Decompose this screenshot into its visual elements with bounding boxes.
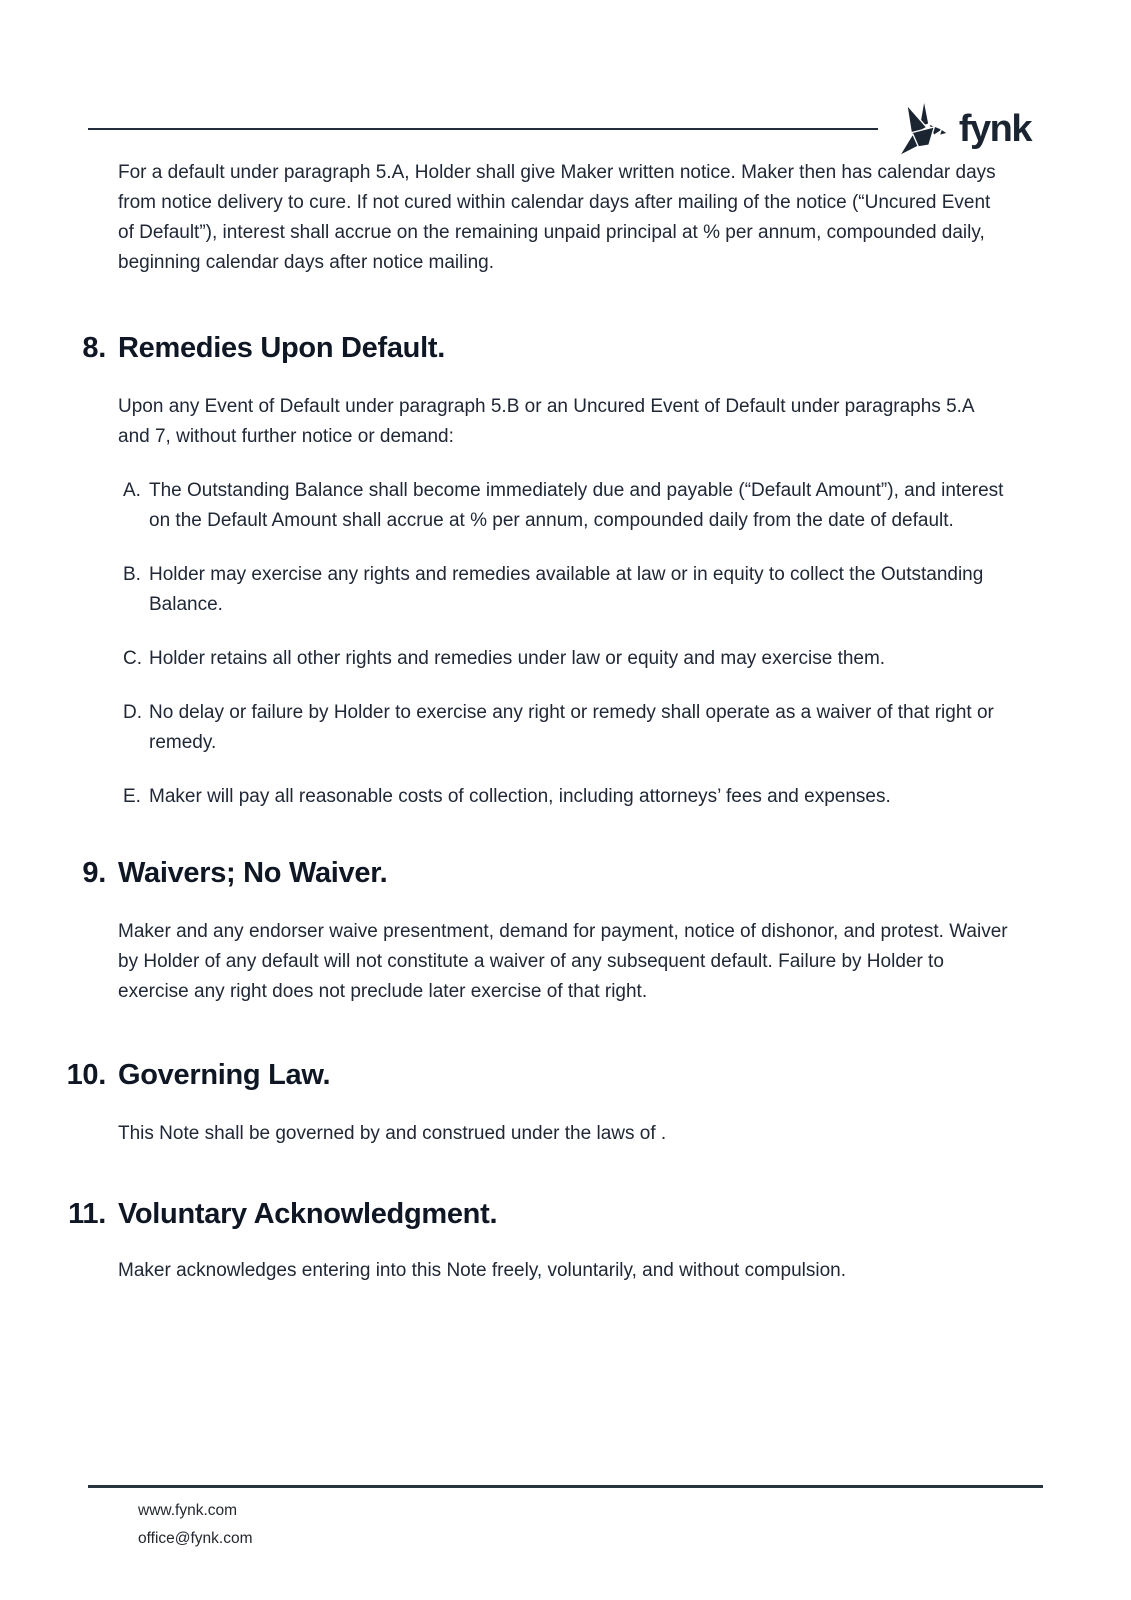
item-text: Holder retains all other rights and remedies under law or equity and may exercise them. — [149, 648, 886, 669]
paragraph-default-notice: For a default under paragraph 5.A, Holder shall give Maker written notice. Maker then has calendar days from notice delivery to cure. If not cured within calendar days after mailing of the notice (“Uncured Event of Default”), interest shall accrue on the remaining unpaid principal at % per annum, compounded daily, beginning calendar days after notice mailing. — [118, 162, 996, 273]
list-item-c — [123, 644, 1010, 674]
section-title: Governing Law. — [118, 1059, 331, 1091]
section-title: Remedies Upon Default. — [118, 332, 445, 364]
list-item-a — [123, 476, 1010, 536]
item-letter: B. — [123, 564, 141, 585]
item-letter: D. — [123, 702, 142, 723]
footer-website: www.fynk.com — [138, 1502, 238, 1519]
section-8-body: Upon any Event of Default under paragraph 5.B or an Uncured Event of Default under paragraphs 5.A and 7, without further notice or demand: — [118, 396, 974, 447]
section-9-body: Maker and any endorser waive presentment, demand for payment, notice of dishonor, and protest. Waiver by Holder of any default will not constitute a waiver of any subsequent default. Failure by Holder to exercise any right does not preclude later exercise of that right. — [118, 921, 1008, 1002]
document-footer — [88, 1485, 1043, 1553]
item-text: Maker will pay all reasonable costs of collection, including attorneys’ fees and expenses. — [149, 786, 891, 807]
section-title: Voluntary Acknowledgment. — [118, 1198, 498, 1230]
list-item-b — [123, 560, 1010, 620]
logo-wordmark: fynk — [958, 108, 1031, 150]
origami-bird-icon — [896, 99, 950, 159]
document-header — [88, 96, 1031, 162]
header-rule — [88, 128, 878, 131]
section-number: 8. — [82, 332, 106, 364]
section-9-heading — [0, 855, 1131, 891]
footer-rule — [88, 1485, 1043, 1488]
item-letter: A. — [123, 480, 141, 501]
item-text: Holder may exercise any rights and remedies available at law or in equity to collect the Outstanding Balance. — [149, 564, 984, 615]
item-letter: C. — [123, 648, 142, 669]
section-title: Waivers; No Waiver. — [118, 857, 388, 889]
section-8-heading — [0, 330, 1131, 366]
section-number: 10. — [66, 1059, 106, 1091]
section-11-body: Maker acknowledges entering into this Note freely, voluntarily, and without compulsion. — [118, 1260, 847, 1281]
footer-links — [138, 1497, 1043, 1553]
item-text: The Outstanding Balance shall become immediately due and payable (“Default Amount”), and interest on the Default Amount shall accrue at % per annum, compounded daily from the date of default. — [149, 480, 1004, 531]
section-number: 9. — [82, 857, 106, 889]
item-letter: E. — [123, 786, 141, 807]
section-number: 11. — [68, 1198, 106, 1230]
section-11-heading — [0, 1196, 1131, 1232]
footer-email: office@fynk.com — [138, 1530, 253, 1547]
section-10-heading — [0, 1057, 1131, 1093]
section-10-body: This Note shall be governed by and construed under the laws of . — [118, 1123, 667, 1144]
fynk-logo — [896, 99, 1031, 159]
list-item-d — [123, 698, 1010, 758]
list-item-e — [123, 782, 1010, 812]
item-text: No delay or failure by Holder to exercise any right or remedy shall operate as a waiver of that right or remedy. — [149, 702, 994, 753]
document-body — [0, 158, 1131, 1286]
